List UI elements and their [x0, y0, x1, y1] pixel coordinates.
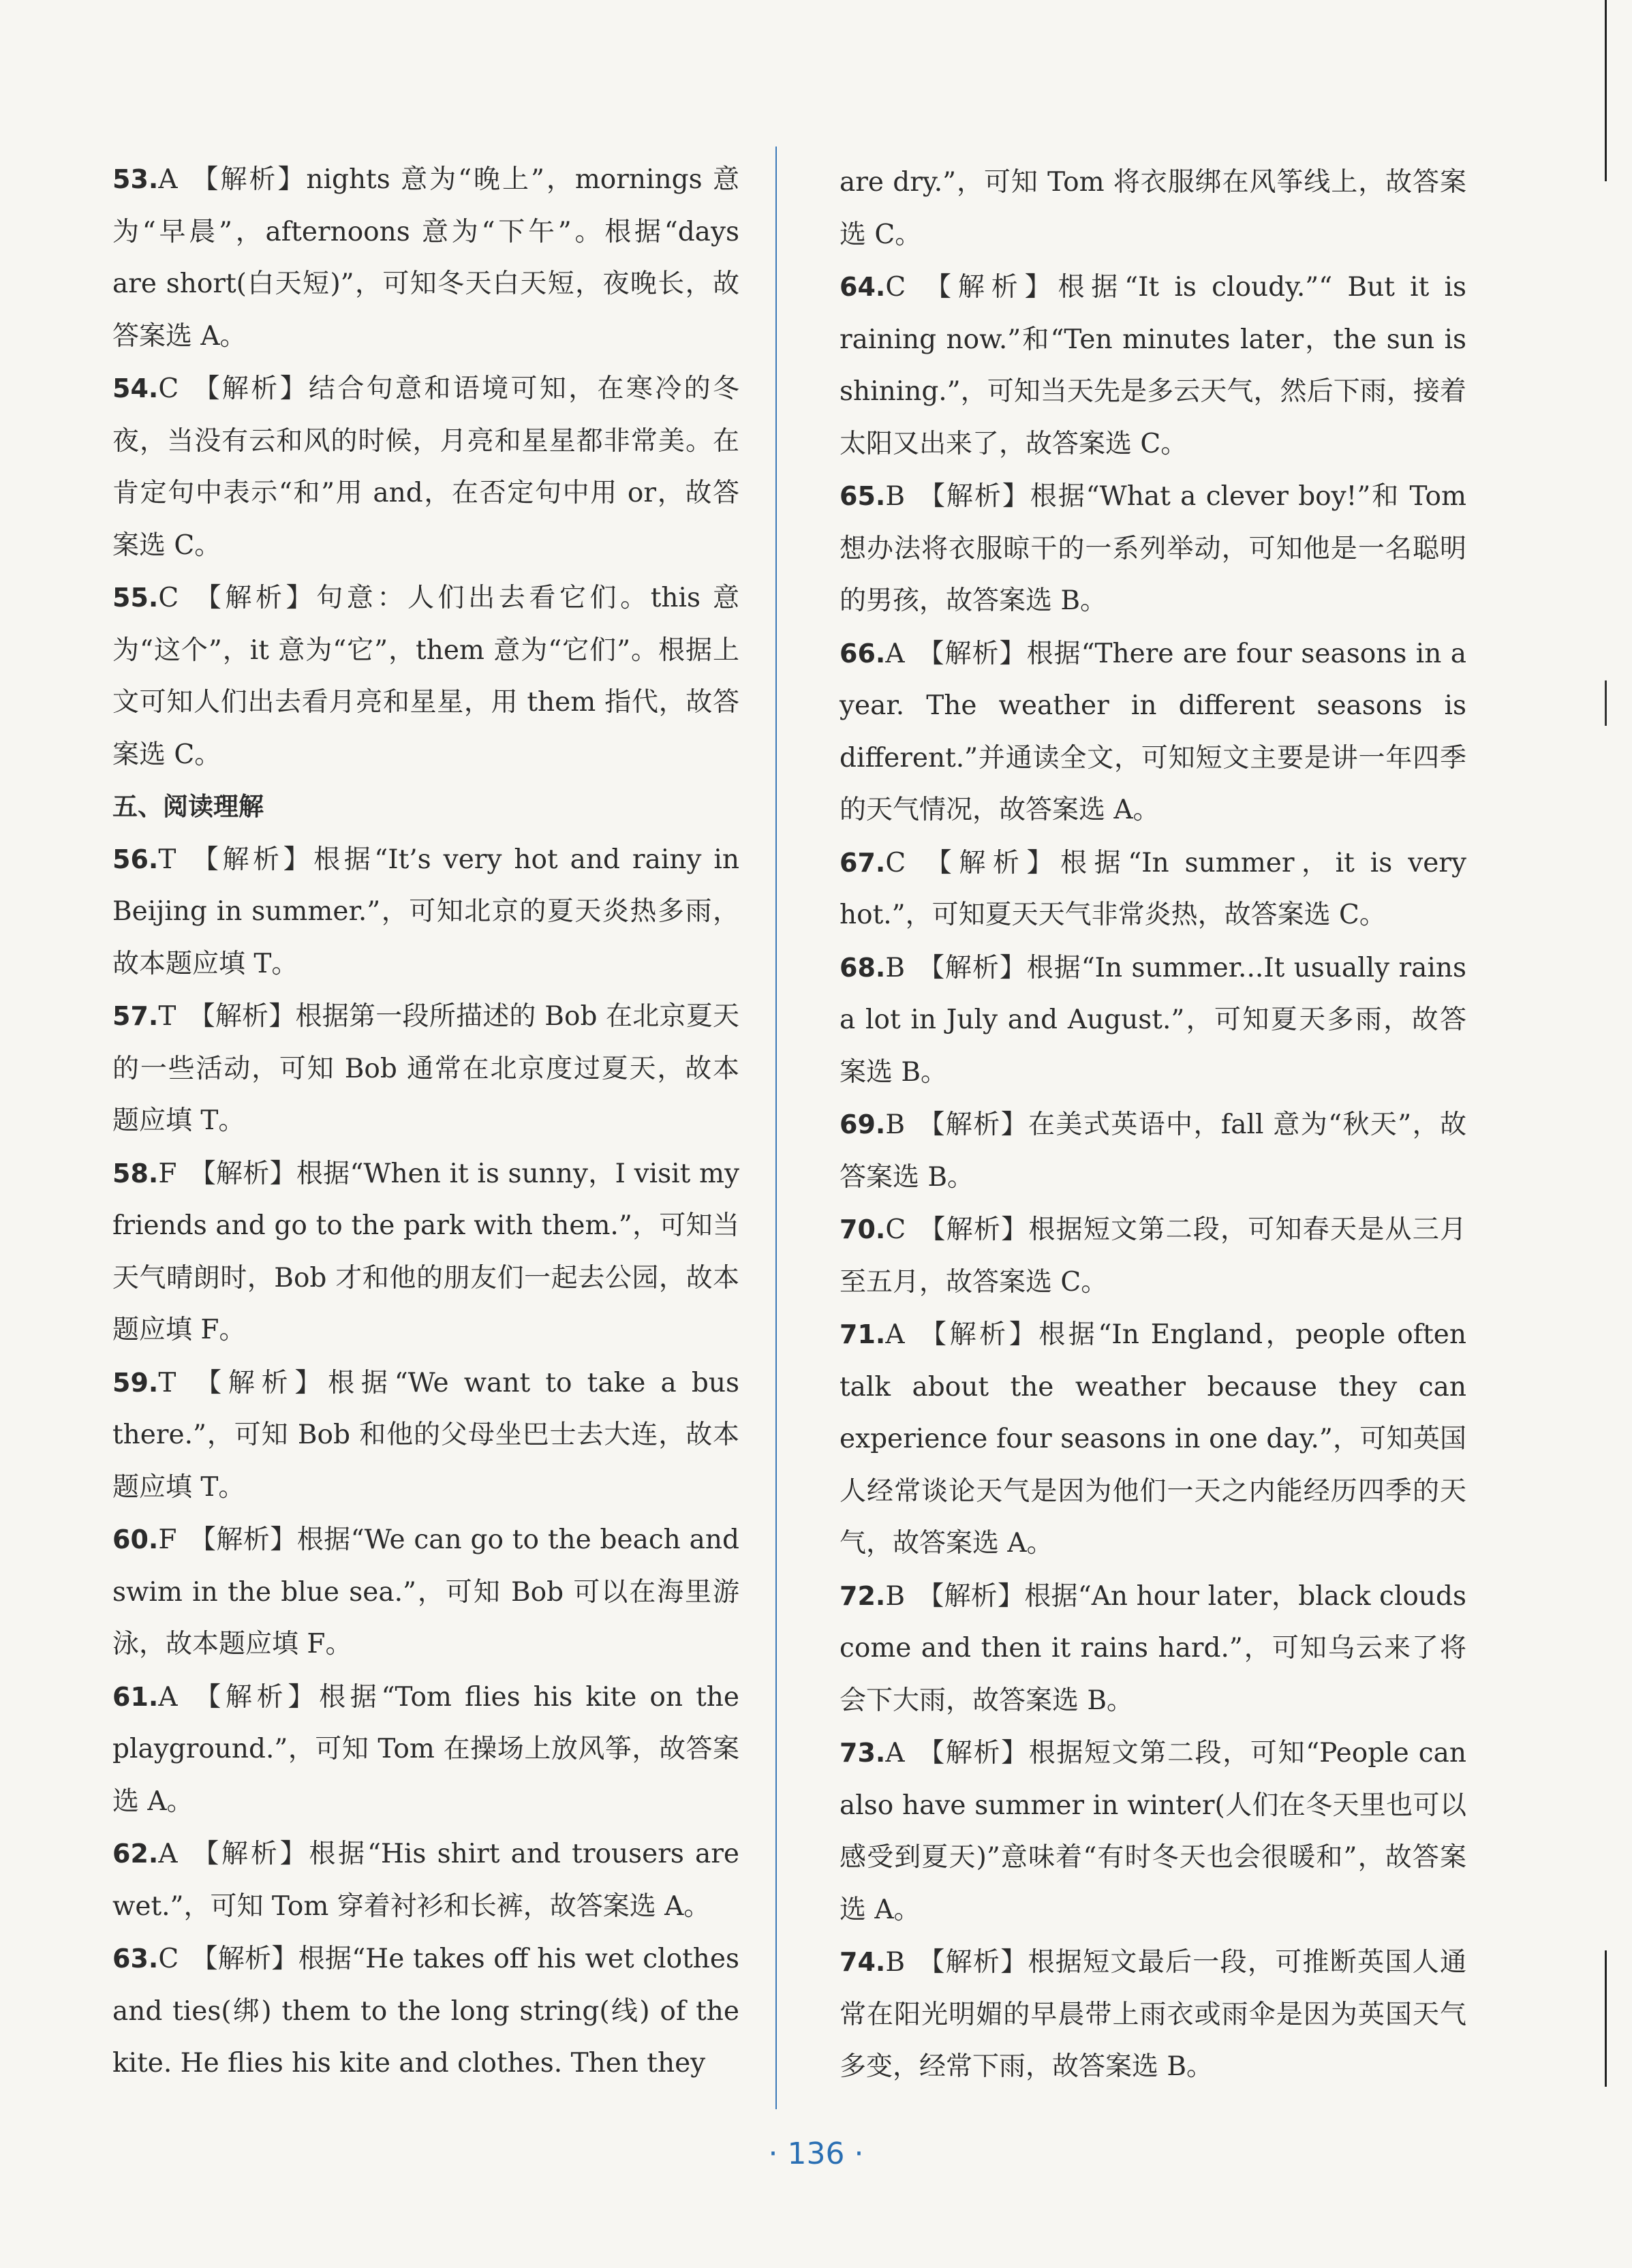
- column-divider: [775, 147, 777, 2109]
- answer-entry: [112, 572, 739, 781]
- right-answers: [840, 261, 1466, 2094]
- answer-letter: A: [885, 1738, 905, 1768]
- question-number: 64.: [840, 272, 886, 302]
- explanation-text: 【解析】根据“We want to take a bus there.”，可知 Bob 和他的父母坐巴士去大连，故本题应填 T。: [112, 1367, 739, 1503]
- answer-letter: B: [885, 952, 905, 983]
- answer-letter: A: [885, 1319, 905, 1350]
- answer-letter: C: [158, 583, 179, 613]
- answer-entry: [112, 363, 739, 572]
- question-number: 56.: [112, 844, 159, 874]
- explanation-text: 【解析】根据“There are four seasons in a year. The weather in different seasons is different.”并通读全文，可知短文主要是讲一年四季的天气情况，故答案选 A。: [840, 638, 1466, 825]
- answer-entry: [840, 942, 1466, 1099]
- question-number: 54.: [112, 373, 159, 403]
- answer-letter: T: [158, 844, 176, 875]
- question-number: 53.: [112, 164, 159, 194]
- explanation-text: 【解析】根据“He takes off his wet clothes and ties(绑) them to the long string(线) of the kite. He flies his kite and clothes. Then they: [112, 1944, 739, 2079]
- explanation-text: 【解析】根据第一段所描述的 Bob 在北京夏天的一些活动，可知 Bob 通常在北京度过夏天，故本题应填 T。: [112, 1001, 739, 1136]
- question-number: 59.: [112, 1367, 159, 1398]
- answer-letter: A: [158, 1681, 178, 1713]
- answer-letter: B: [885, 1109, 905, 1140]
- right-column: [840, 157, 1466, 2094]
- answer-entry: [112, 833, 739, 991]
- explanation-text: 【解析】根据“We can go to the beach and swim in the blue sea.”，可知 Bob 可以在海里游泳，故本题应填 F。: [112, 1524, 739, 1659]
- question-number: 58.: [112, 1158, 159, 1189]
- question-number: 71.: [840, 1319, 886, 1349]
- answer-entry: [112, 990, 739, 1148]
- answer-entry: [112, 1671, 739, 1828]
- explanation-text: 【解析】nights 意为“晚上”，mornings 意为“早晨”，afternoons 意为“下午”。根据“days are short(白天短)”，可知冬天白天短，夜晚长，故答案选 A。: [112, 164, 739, 352]
- question-number: 67.: [840, 847, 886, 878]
- question-number: 65.: [840, 481, 886, 511]
- answer-letter: A: [885, 638, 905, 669]
- left-column: [112, 153, 739, 2090]
- answer-letter: T: [158, 1367, 176, 1398]
- explanation-text: 【解析】根据“It’s very hot and rainy in Beijing in summer.”，可知北京的夏天炎热多雨，故本题应填 T。: [112, 844, 739, 979]
- answer-letter: C: [158, 373, 179, 404]
- answer-entry: [112, 1514, 739, 1671]
- answer-entry: [840, 837, 1466, 942]
- explanation-text: 【解析】根据短文最后一段，可推断英国人通常在阳光明媚的早晨带上雨衣或雨伞是因为英国天气多变，经常下雨，故答案选 B。: [840, 1947, 1466, 2082]
- answer-entry: [840, 1308, 1466, 1570]
- question-number: 55.: [112, 583, 159, 613]
- explanation-text: 【解析】根据“Tom flies his kite on the playground.”，可知 Tom 在操场上放风筝，故答案选 A。: [112, 1681, 739, 1817]
- explanation-text: 【解析】根据“An hour later，black clouds come and then it rains hard.”，可知乌云来了将会下大雨，故答案选 B。: [840, 1580, 1466, 1716]
- continuation-text: are dry.”，可知 Tom 将衣服绑在风筝线上，故答案选 C。: [840, 167, 1466, 250]
- answer-entry: [840, 261, 1466, 470]
- explanation-text: 【解析】根据“What a clever boy!”和 Tom 想办法将衣服晾干的一系列举动，可知他是一名聪明的男孩，故答案选 B。: [840, 481, 1466, 616]
- left-answers-top: [112, 153, 739, 781]
- explanation-text: 【解析】根据“His shirt and trousers are wet.”，可知 Tom 穿着衬衫和长裤，故答案选 A。: [112, 1839, 739, 1922]
- left-answers-bottom: [112, 833, 739, 2090]
- section-title: 五、阅读理解: [112, 792, 264, 821]
- question-number: 57.: [112, 1001, 159, 1031]
- answer-entry: [112, 1357, 739, 1514]
- answer-entry: [840, 1099, 1466, 1204]
- answer-letter: B: [885, 1580, 905, 1612]
- answer-letter: B: [885, 481, 905, 512]
- answer-entry: [112, 153, 739, 363]
- question-number: 72.: [840, 1580, 886, 1611]
- answer-entry: [840, 628, 1466, 837]
- question-number: 69.: [840, 1109, 886, 1139]
- explanation-text: 【解析】根据短文第二段，可知“People can also have summer in winter(人们在冬天里也可以感受到夏天)”意味着“有时冬天也会很暖和”，故答案选 A。: [840, 1738, 1466, 1925]
- answer-entry: [840, 1936, 1466, 2094]
- answer-letter: A: [158, 1839, 178, 1869]
- question-number: 62.: [112, 1839, 159, 1869]
- question-number: 66.: [840, 638, 886, 669]
- question-number: 60.: [112, 1524, 159, 1554]
- answer-entry: [840, 1727, 1466, 1936]
- explanation-text: 【解析】根据“In summer，it is very hot.”，可知夏天天气非常炎热，故答案选 C。: [840, 847, 1466, 930]
- explanation-text: 【解析】根据“When it is sunny，I visit my friends and go to the park with them.”，可知当天气晴朗时，Bob 才和他的朋友们一起去公园，故本题应填 F。: [112, 1158, 739, 1345]
- answer-letter: B: [885, 1947, 905, 1978]
- answer-entry: [112, 1933, 739, 2090]
- answer-entry: [840, 470, 1466, 628]
- page-number: · 136 ·: [768, 2136, 864, 2171]
- answer-letter: C: [885, 1214, 906, 1245]
- answer-entry: [840, 1204, 1466, 1308]
- explanation-text: 【解析】根据“It is cloudy.”“ But it is raining now.”和“Ten minutes later，the sun is shining.”，可知当天先是多云天气，然后下雨，接着太阳又出来了，故答案选 C。: [840, 272, 1466, 459]
- answer-entry: [840, 1570, 1466, 1728]
- question-number: 63.: [112, 1944, 159, 1974]
- question-number: 61.: [112, 1681, 159, 1712]
- question-number: 73.: [840, 1738, 886, 1768]
- scan-edge: [1605, 0, 1607, 2268]
- explanation-text: 【解析】结合句意和语境可知，在寒冷的冬夜，当没有云和风的时候，月亮和星星都非常美。在肯定句中表示“和”用 and，在否定句中用 or，故答案选 C。: [112, 373, 739, 561]
- question-number: 68.: [840, 952, 886, 983]
- answer-entry: [112, 1828, 739, 1933]
- answer-letter: F: [158, 1524, 177, 1555]
- question-number: 70.: [840, 1214, 886, 1244]
- answer-letter: C: [885, 847, 906, 878]
- question-number: 74.: [840, 1947, 886, 1977]
- answer-letter: C: [158, 1944, 179, 1974]
- answer-letter: F: [158, 1158, 177, 1189]
- explanation-text: 【解析】在美式英语中，fall 意为“秋天”，故答案选 B。: [840, 1109, 1466, 1193]
- explanation-text: 【解析】根据“In summer...It usually rains a lot in July and August.”，可知夏天多雨，故答案选 B。: [840, 952, 1466, 1088]
- answer-letter: A: [158, 164, 178, 195]
- explanation-text: 【解析】根据短文第二段，可知春天是从三月至五月，故答案选 C。: [840, 1214, 1466, 1298]
- explanation-text: 【解析】句意：人们出去看它们。this 意为“这个”，it 意为“它”，them 意为“它们”。根据上文可知人们出去看月亮和星星，用 them 指代，故答案选 C。: [112, 583, 739, 770]
- answer-letter: T: [158, 1001, 176, 1032]
- answer-letter: C: [885, 272, 906, 303]
- explanation-text: 【解析】根据“In England，people often talk about the weather because they can experience four seasons in one day.”，可知英国人经常谈论天气是因为他们一天之内能经历四季的天气，故答案选 A。: [840, 1319, 1466, 1559]
- answer-entry: [112, 1148, 739, 1357]
